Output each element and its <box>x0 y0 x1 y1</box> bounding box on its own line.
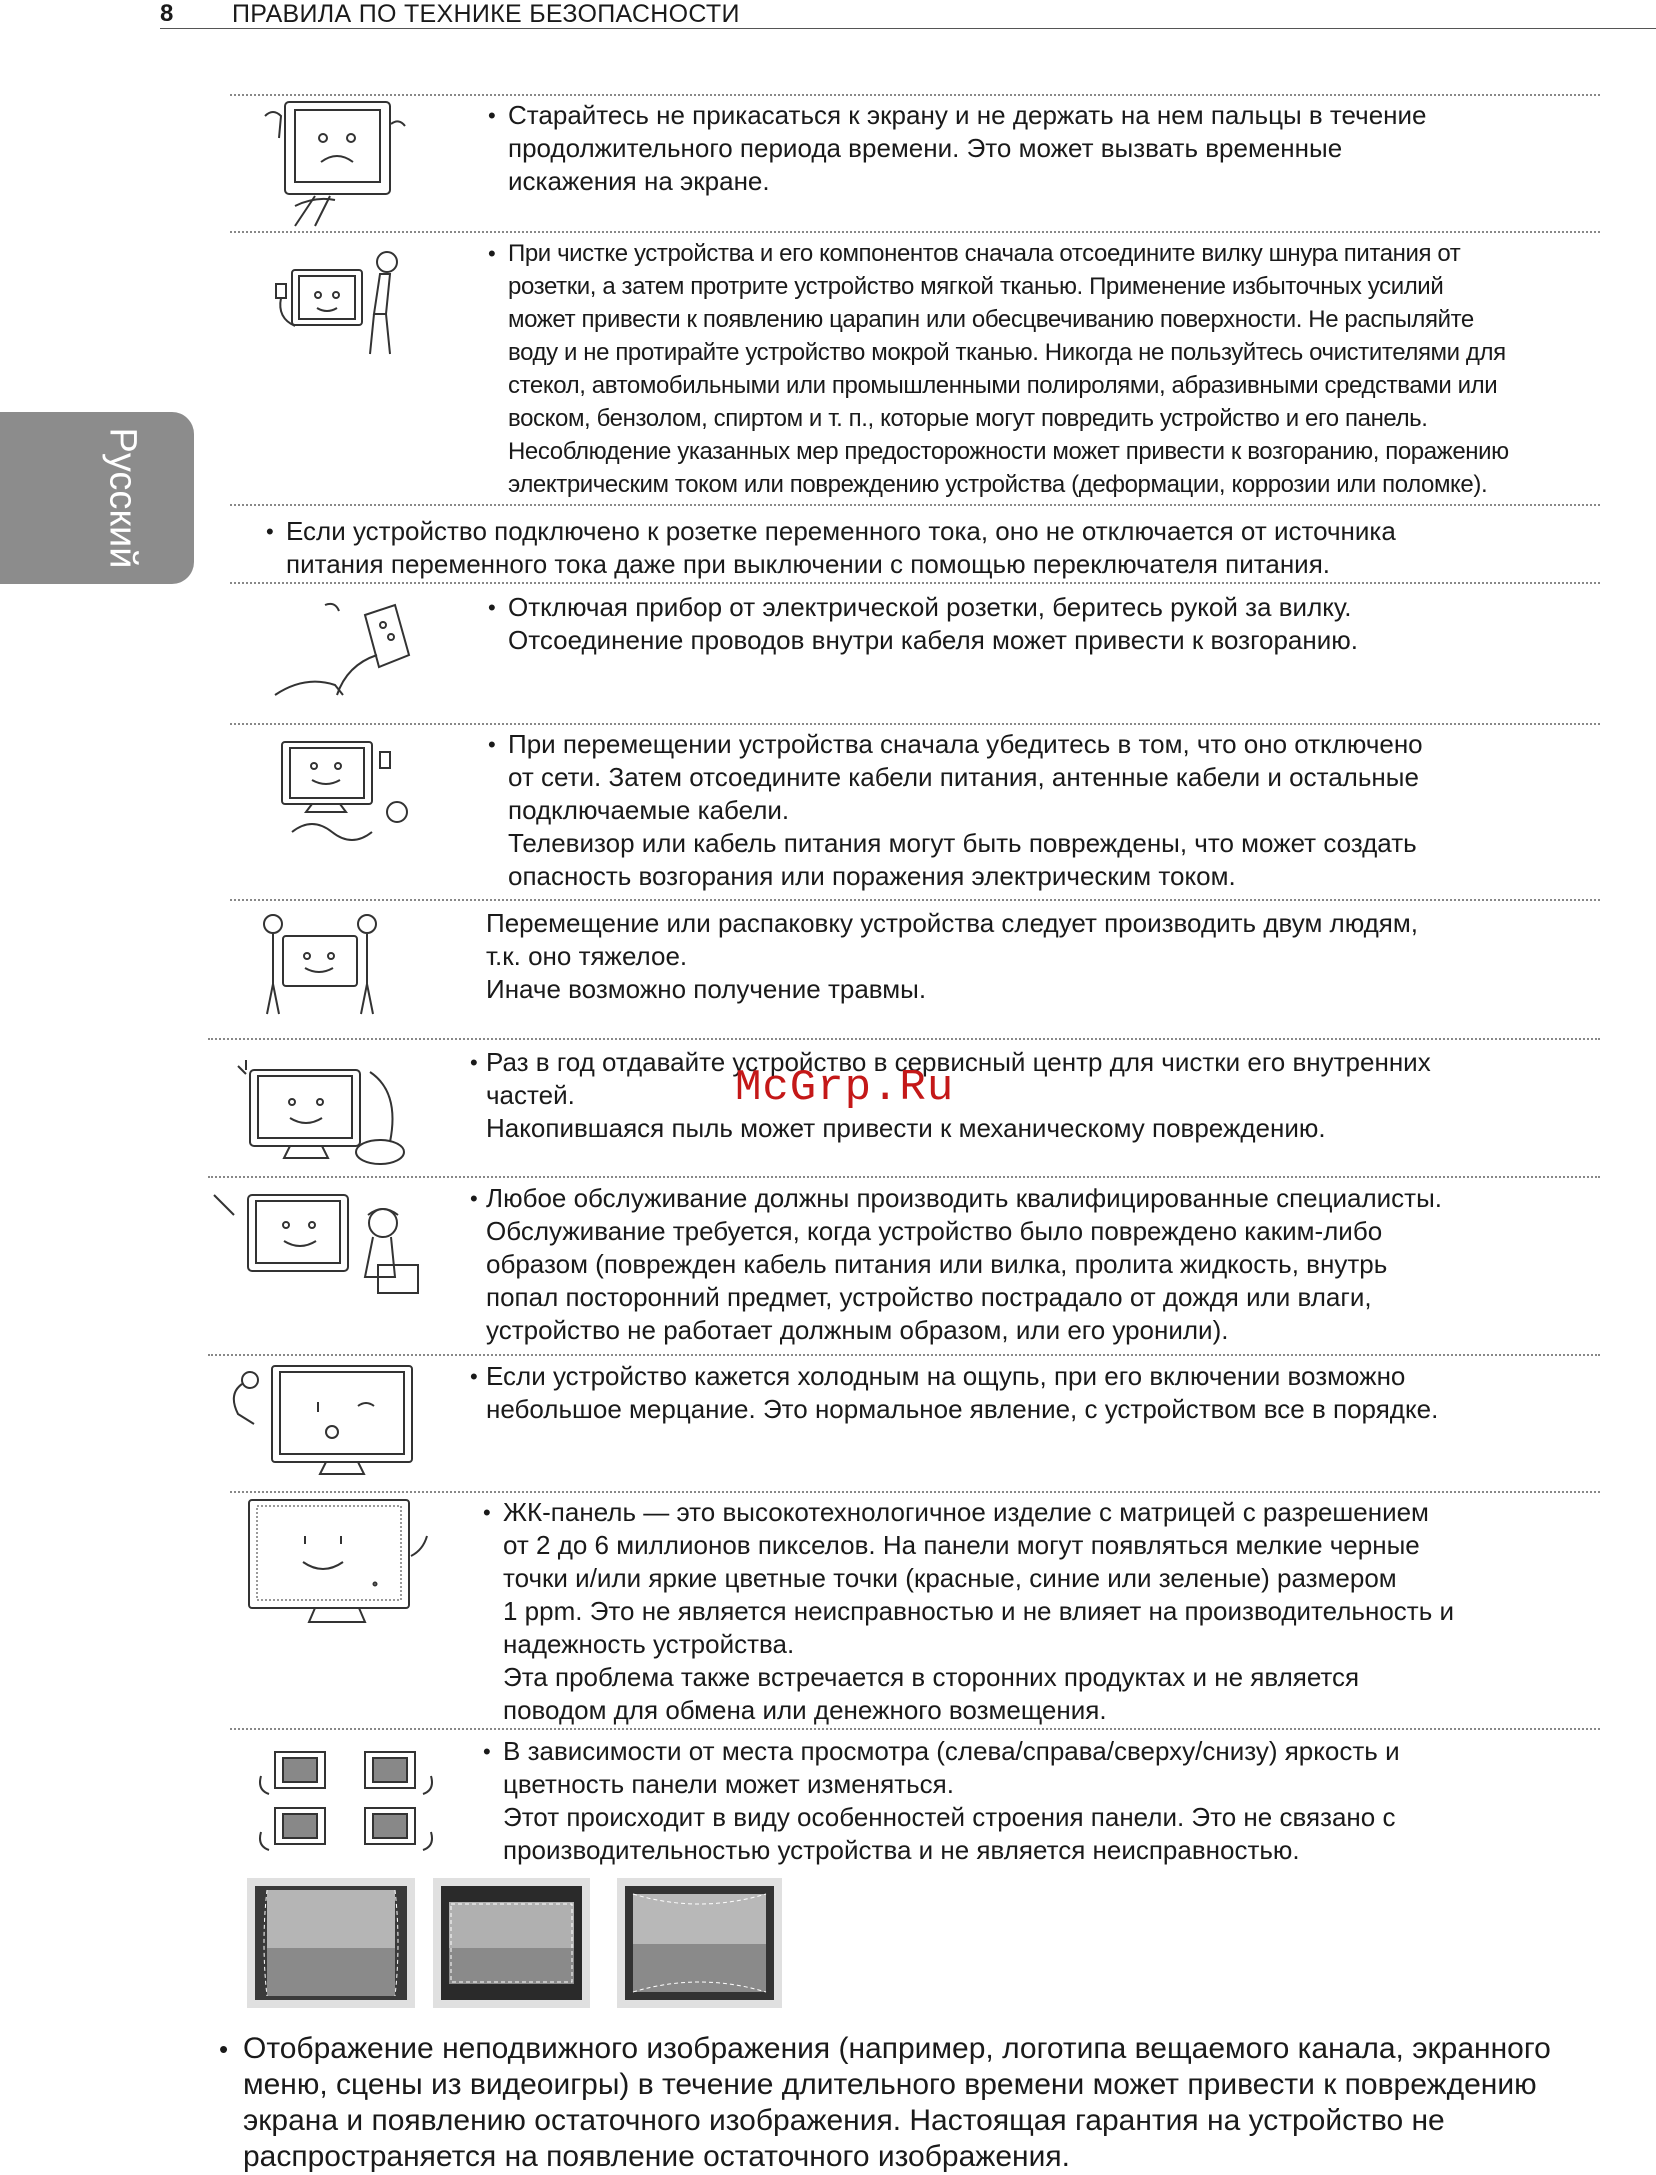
tv-cleaning-illustration <box>272 240 412 365</box>
text-line: может привести к появлению царапин или обесцвечиванию поверхности. Не распыляйте <box>508 306 1474 333</box>
text-line: воду и не протирайте устройство мокрой тканью. Никогда не пользуйтесь очистителями для <box>508 339 1506 366</box>
moving-note <box>488 728 1423 893</box>
header-rule <box>160 28 1656 29</box>
text-line: опасность возгорания или поражения электрическим током. <box>508 861 1236 891</box>
text-line: 1 ppm. Это не является неисправностью и не влияет на производительность и <box>503 1596 1454 1626</box>
text-line: цветность панели может изменяться. <box>503 1769 954 1799</box>
disconnect-cables-illustration <box>272 732 420 844</box>
lcd-panel-illustration <box>245 1496 430 1628</box>
separator <box>208 1354 1600 1356</box>
text-line: попал посторонний предмет, устройство пострадало от дождя или влаги, <box>486 1282 1372 1312</box>
text-line: Эта проблема также встречается в сторонних продуктах и не является <box>503 1662 1360 1692</box>
bullet: • <box>483 1739 491 1764</box>
bullet: • <box>219 2034 229 2064</box>
text-line: В зависимости от места просмотра (слева/справа/сверху/снизу) яркость и <box>503 1736 1400 1766</box>
text-line: частей. <box>486 1080 575 1110</box>
screen-photo-1 <box>247 1878 415 2008</box>
text-line: Обслуживание требуется, когда устройство было повреждено каким-либо <box>486 1216 1383 1246</box>
bullet: • <box>488 103 496 128</box>
separator <box>230 899 1600 901</box>
separator <box>208 1176 1600 1178</box>
screen-photo-3 <box>617 1878 782 2008</box>
separator <box>230 1728 1600 1730</box>
text-line: Любое обслуживание должны производить квалифицированные специалисты. <box>486 1183 1442 1213</box>
unplug-illustration <box>265 595 420 715</box>
text-line: розетки, а затем протрите устройство мягкой тканью. Применение избыточных усилий <box>508 273 1444 300</box>
text-line: поводом для обмена или денежного возмещения. <box>503 1695 1107 1725</box>
separator <box>230 504 1600 506</box>
viewing-angle-note <box>483 1735 1400 1867</box>
text-line: питания переменного тока даже при выключении с помощью переключателя питания. <box>286 549 1330 579</box>
screen-photo-2 <box>433 1878 590 2008</box>
cold-flicker-note <box>470 1360 1439 1426</box>
text-line: надежность устройства. <box>503 1629 795 1659</box>
text-line: продолжительного периода времени. Это может вызвать временные <box>508 133 1343 163</box>
watermark: McGrp.Ru <box>735 1063 955 1113</box>
touch-screen-note <box>488 99 1427 198</box>
text-line: Если устройство кажется холодным на ощупь, при его включении возможно <box>486 1361 1406 1391</box>
text-line: При перемещении устройства сначала убедитесь в том, что оно отключено <box>508 729 1423 759</box>
text-line: Отключая прибор от электрической розетки, беритесь рукой за вилку. <box>508 592 1352 622</box>
bullet: • <box>470 1050 478 1075</box>
still-image-note <box>219 2031 1551 2175</box>
text-line: небольшое мерцание. Это нормальное явление, с устройством все в порядке. <box>486 1394 1439 1424</box>
text-line: Отображение неподвижного изображения (например, логотипа вещаемого канала, экранного <box>243 2032 1551 2065</box>
text-line: устройство не работает должным образом, или его уронили). <box>486 1315 1229 1345</box>
text-line: т.к. оно тяжелое. <box>486 941 688 971</box>
unplug-note <box>488 591 1358 657</box>
bullet: • <box>488 732 496 757</box>
text-line: электрическим током или повреждению устройства (деформации, коррозии или поломке). <box>508 471 1488 498</box>
bullet: • <box>266 519 274 544</box>
service-technician-illustration <box>208 1185 433 1310</box>
page-header <box>160 0 1656 28</box>
bullet: • <box>470 1364 478 1389</box>
text-line: искажения на экране. <box>508 166 770 196</box>
bullet: • <box>488 241 496 266</box>
bullet: • <box>483 1500 491 1525</box>
text-line: точки и/или яркие цветные точки (красные, синие или зеленые) размером <box>503 1563 1397 1593</box>
text-line: от сети. Затем отсоедините кабели питания, антенные кабели и остальные <box>508 762 1419 792</box>
separator <box>230 94 1600 96</box>
text-line: экрана и появлению остаточного изображения. Настоящая гарантия на устройство не <box>243 2104 1445 2137</box>
separator <box>230 723 1600 725</box>
text-line: Этот происходит в виду особенностей строения панели. Это не связано с <box>503 1802 1396 1832</box>
text-line: меню, сцены из видеоигры) в течение длительного времени может привести к повреждению <box>243 2068 1537 2101</box>
language-tab <box>0 412 194 584</box>
text-line: При чистке устройства и его компонентов сначала отсоедините вилку шнура питания от <box>508 240 1461 267</box>
separator <box>230 231 1600 233</box>
bullet: • <box>470 1186 478 1211</box>
text-line: воском, бензолом, спиртом и т. п., которые могут повредить устройство и его панель. <box>508 405 1428 432</box>
two-people-note <box>486 907 1418 1006</box>
tv-touch-illustration <box>255 96 420 231</box>
text-line: Старайтесь не прикасаться к экрану и не держать на нем пальцы в течение <box>508 100 1427 130</box>
page-title: ПРАВИЛА ПО ТЕХНИКЕ БЕЗОПАСНОСТИ <box>232 0 740 28</box>
text-line: Телевизор или кабель питания могут быть повреждены, что может создать <box>508 828 1417 858</box>
lcd-pixel-note <box>483 1496 1454 1727</box>
text-line: Раз в год отдавайте устройство в сервисный центр для чистки его внутренних <box>486 1047 1431 1077</box>
text-line: ЖК-панель — это высокотехнологичное изделие с матрицей с разрешением <box>503 1497 1429 1527</box>
viewing-angle-illustration <box>255 1746 440 1858</box>
text-line: производительностью устройства и не является неисправностью. <box>503 1835 1300 1865</box>
text-line: Иначе возможно получение травмы. <box>486 974 927 1004</box>
bullet: • <box>488 595 496 620</box>
separator <box>230 582 1600 584</box>
text-line: Отсоединение проводов внутри кабеля может привести к возгоранию. <box>508 625 1358 655</box>
text-line: Перемещение или распаковку устройства следует производить двум людям, <box>486 908 1418 938</box>
text-line: подключаемые кабели. <box>508 795 790 825</box>
text-line: распространяется на появление остаточного изображения. <box>243 2140 1070 2173</box>
text-line: Накопившаяся пыль может привести к механическому повреждению. <box>486 1113 1326 1143</box>
cold-tv-illustration <box>222 1362 422 1482</box>
qualified-service-note <box>470 1182 1442 1347</box>
vacuum-cleaning-illustration <box>230 1052 415 1170</box>
yearly-service-note <box>470 1046 1431 1145</box>
cleaning-note <box>488 237 1509 501</box>
ac-power-note <box>266 515 1396 581</box>
text-line: Если устройство подключено к розетке переменного тока, оно не отключается от источника <box>286 516 1396 546</box>
text-line: Несоблюдение указанных мер предосторожности может привести к возгоранию, поражению <box>508 438 1509 465</box>
separator <box>230 1491 1600 1493</box>
text-line: от 2 до 6 миллионов пикселов. На панели могут появляться мелкие черные <box>503 1530 1420 1560</box>
two-people-carry-illustration <box>255 910 385 1018</box>
separator <box>208 1038 1600 1040</box>
text-line: стекол, автомобильными или промышленными полиролями, абразивными средствами или <box>508 372 1498 399</box>
page-number: 8 <box>160 0 174 27</box>
language-label: Русский <box>101 427 144 569</box>
text-line: образом (поврежден кабель питания или вилка, пролита жидкость, внутрь <box>486 1249 1388 1279</box>
